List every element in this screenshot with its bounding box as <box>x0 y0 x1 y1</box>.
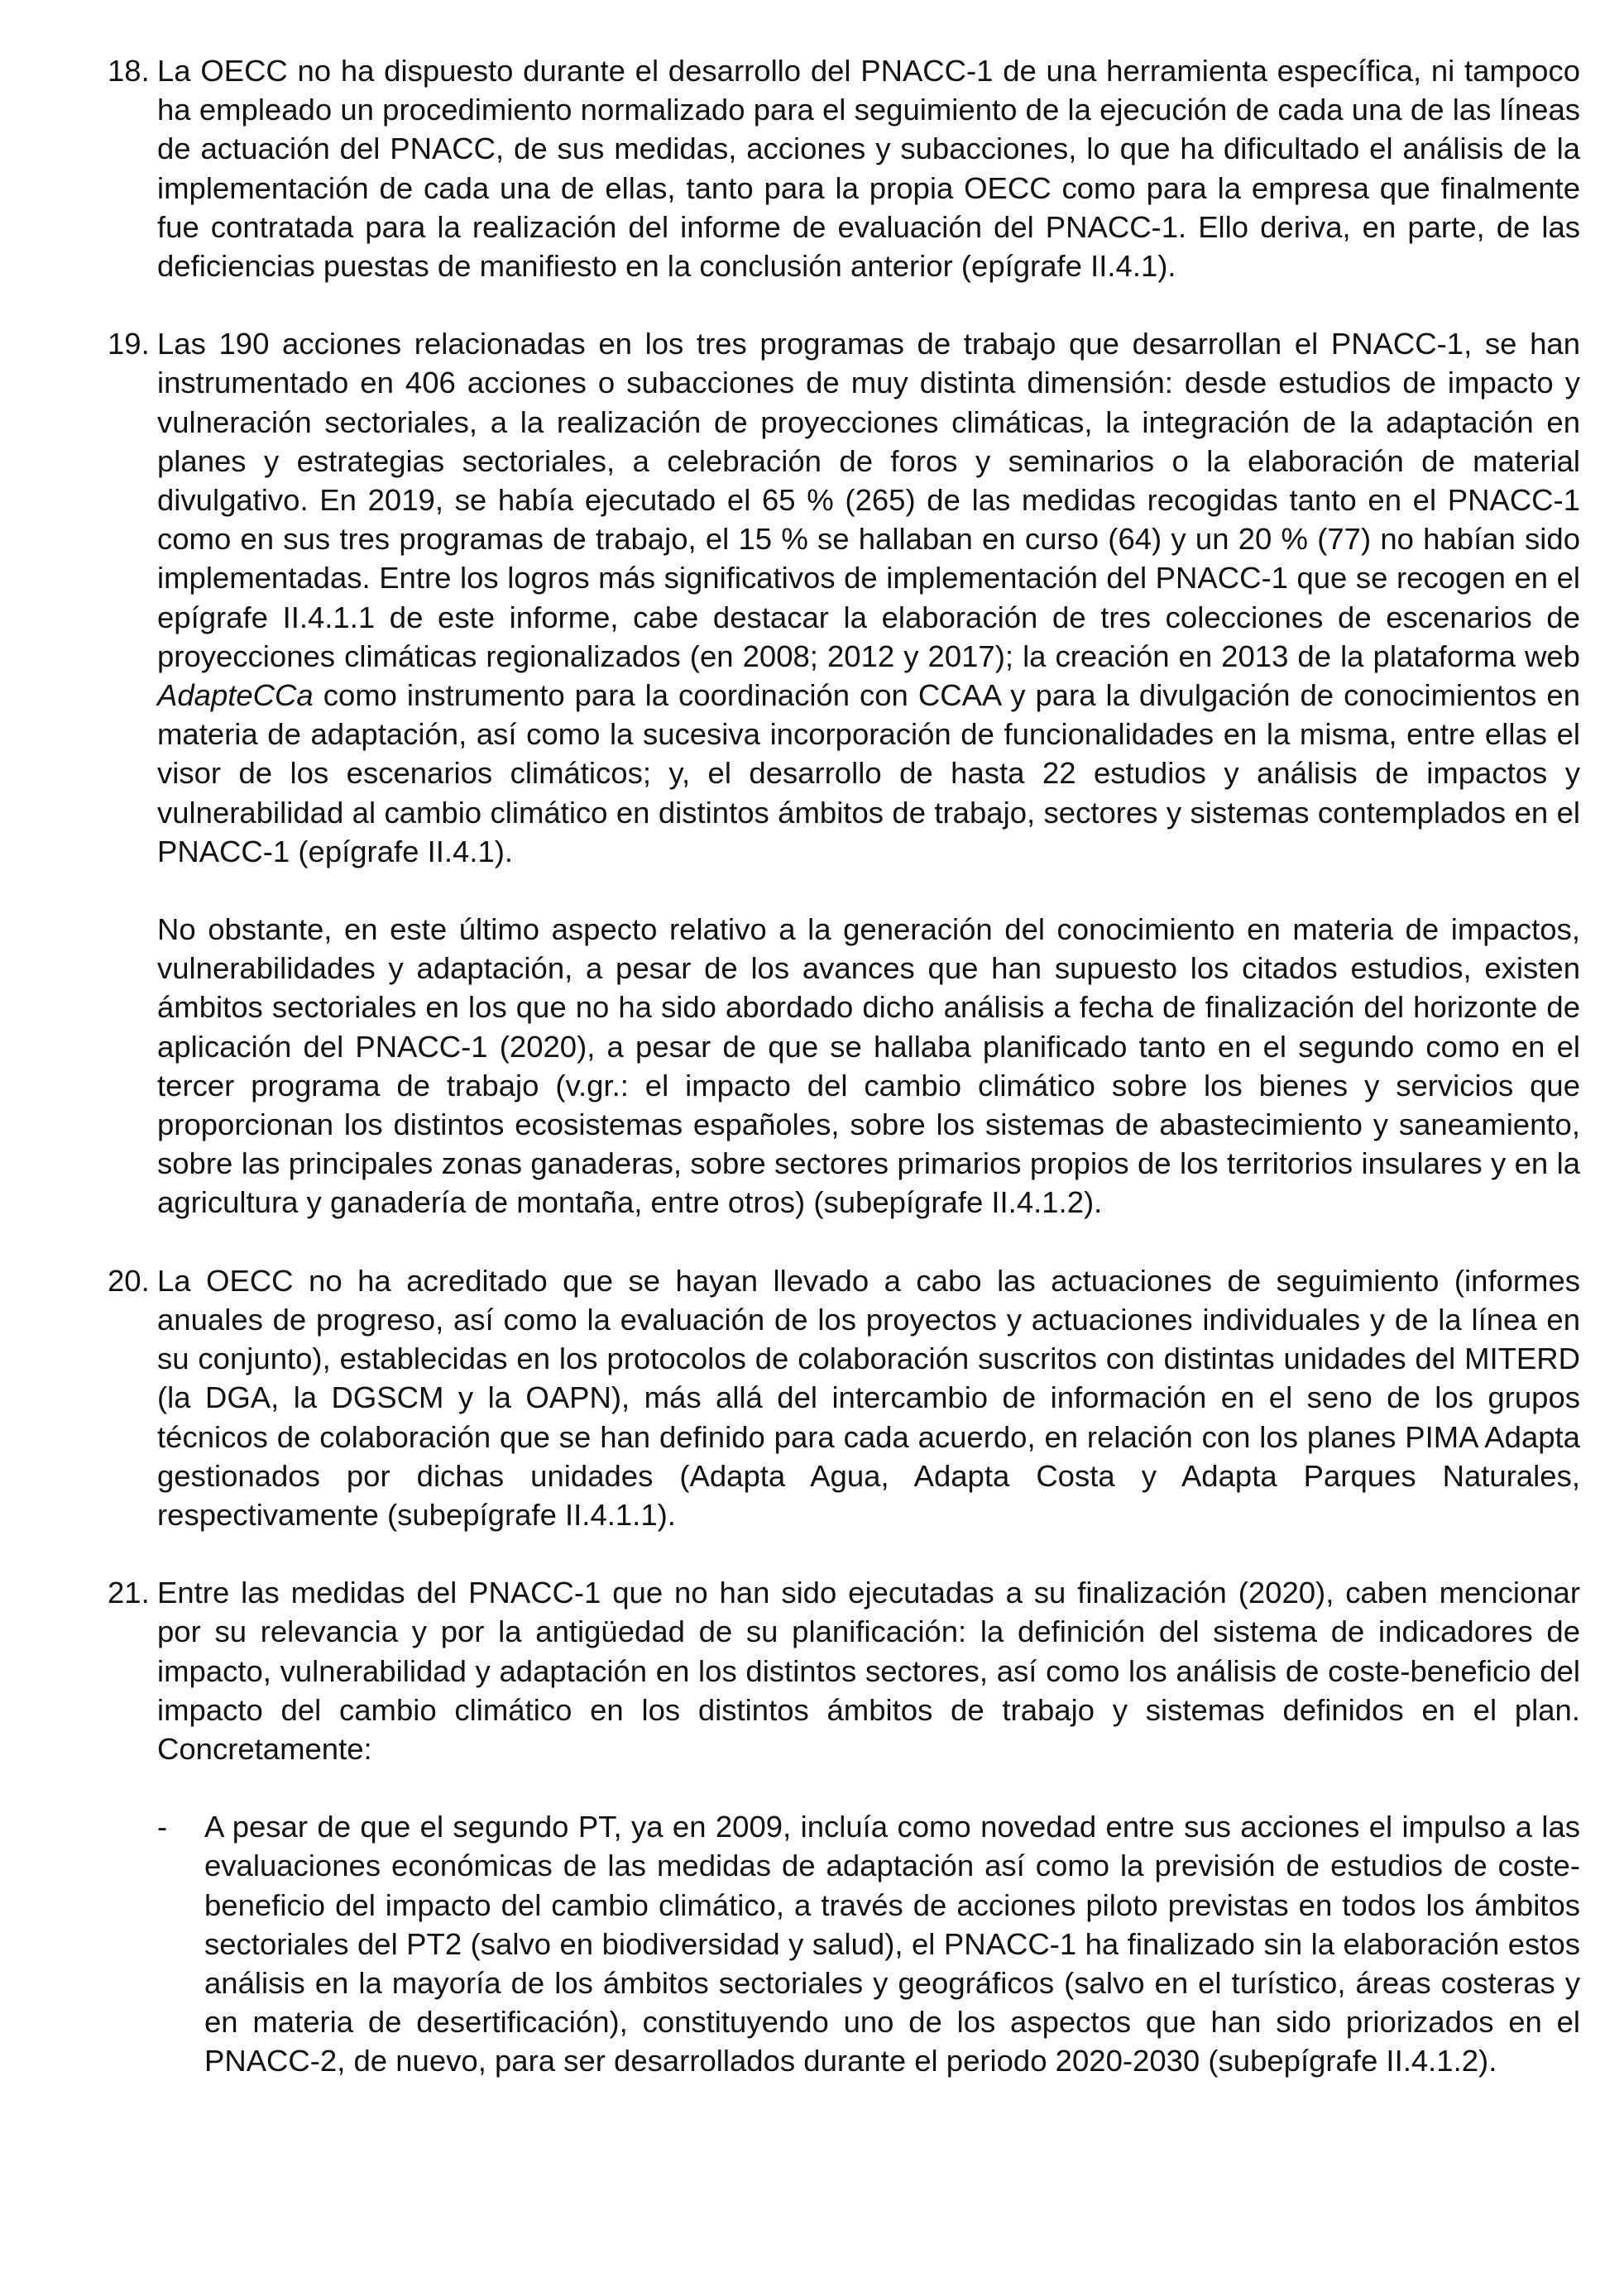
item-number: 18. <box>108 54 150 88</box>
bullet-text: A pesar de que el segundo PT, ya en 2009, incluía como novedad entre sus acciones el impulso a las evaluaciones económicas de las medidas de adaptación así como la previsión de estudios de coste-beneficio del impacto del cambio climático, a través de acciones piloto previstas en todos los ámbitos sectoriales del PT2 (salvo en biodiversidad y salud), el PNACC-1 ha finalizado sin la elaboración estos análisis en la mayoría de los ámbitos sectoriales y geográficos (salvo en el turístico, áreas costeras y en materia de desertificación), constituyendo uno de los aspectos que han sido priorizados en el PNACC-2, de nuevo, para ser desarrollados durante el periodo 2020-2030 (subepígrafe II.4.1.2). <box>204 1810 1580 2078</box>
item-number: 20. <box>108 1263 150 1298</box>
paragraph-text: Las 190 acciones relacionadas en los tres programas de trabajo que desarrollan el PNACC-1, se han instrumentado en 406 acciones o subacciones de muy distinta dimensión: desde estudios de impacto y vulneración sectoriales, a la realización de proyecciones climáticas, la integración de la adaptación en planes y estrategias sectoriales, a celebración de foros y seminarios o la elaboración de material divulgativo. En 2019, se había ejecutado el 65 % (265) de las medidas recogidas tanto en el PNACC-1 como en sus tres programas de trabajo, el 15 % se hallaban en curso (64) y un 20 % (77) no habían sido implementadas. Entre los logros más significativos de implementación del PNACC-1 que se recogen en el epígrafe II.4.1.1 de este informe, cabe destacar la elaboración de tres colecciones de escenarios de proyecciones climáticas regionalizados (en 2008; 2012 y 2017); la creación en 2013 de la plataforma web <box>157 327 1580 673</box>
conclusion-item-20 <box>108 1261 1580 1534</box>
conclusion-item-19 <box>108 324 1580 1222</box>
item-paragraph <box>157 324 1580 871</box>
item-paragraph: La OECC no ha acreditado que se hayan llevado a cabo las actuaciones de seguimiento (informes anuales de progreso, así como la evaluación de los proyectos y actuaciones individuales y de la línea en su conjunto), establecidas en los protocolos de colaboración suscritos con distintas unidades del MITERD (la DGA, la DGSCM y la OAPN), más allá del intercambio de información en el seno de los grupos técnicos de colaboración que se han definido para cada acuerdo, en relación con los planes PIMA Adapta gestionados por dichas unidades (Adapta Agua, Adapta Costa y Adapta Parques Naturales, respectivamente (subepígrafe II.4.1.1). <box>157 1263 1580 1532</box>
conclusion-item-18 <box>108 51 1580 285</box>
conclusion-item-21 <box>108 1573 1580 2080</box>
paragraph-text: como instrumento para la coordinación con CCAA y para la divulgación de conocimientos en materia de adaptación, así como la sucesiva incorporación de funcionalidades en la misma, entre ellas el visor de los escenarios climáticos; y, el desarrollo de hasta 22 estudios y análisis de impactos y vulnerabilidad al cambio climático en distintos ámbitos de trabajo, sectores y sistemas contemplados en el PNACC-1 (epígrafe II.4.1). <box>157 678 1580 868</box>
bullet-item <box>157 1807 1580 2080</box>
item-paragraph: La OECC no ha dispuesto durante el desarrollo del PNACC-1 de una herramienta específica, ni tampoco ha empleado un procedimiento normalizado para el seguimiento de la ejecución de cada una de las líneas de actuación del PNACC, de sus medidas, acciones y subacciones, lo que ha dificultado el análisis de la implementación de cada una de ellas, tanto para la propia OECC como para la empresa que finalmente fue contratada para la realización del informe de evaluación del PNACC-1. Ello deriva, en parte, de las deficiencias puestas de manifiesto en la conclusión anterior (epígrafe II.4.1). <box>157 54 1580 284</box>
item-number: 21. <box>108 1576 150 1610</box>
item-number: 19. <box>108 327 150 361</box>
item-paragraph: No obstante, en este último aspecto relativo a la generación del conocimiento en materia de impactos, vulnerabilidades y adaptación, a pesar de los avances que han supuesto los citados estudios, existen ámbitos sectoriales en los que no ha sido abordado dicho análisis a fecha de finalización del horizonte de aplicación del PNACC-1 (2020), a pesar de que se hallaba planificado tanto en el segundo como en el tercer programa de trabajo (v.gr.: el impacto del cambio climático sobre los bienes y servicios que proporcionan los distintos ecosistemas españoles, sobre los sistemas de abastecimiento y saneamiento, sobre las principales zonas ganaderas, sobre sectores primarios propios de los territorios insulares y en la agricultura y ganadería de montaña, entre otros) (subepígrafe II.4.1.2). <box>157 912 1580 1220</box>
item-paragraph: Entre las medidas del PNACC-1 que no han sido ejecutadas a su finalización (2020), caben mencionar por su relevancia y por la antigüedad de su planificación: la definición del sistema de indicadores de impacto, vulnerabilidad y adaptación en los distintos sectores, así como los análisis de coste-beneficio del impacto del cambio climático en los distintos ámbitos de trabajo y sistemas definidos en el plan. Concretamente: <box>157 1576 1580 1766</box>
document-page <box>108 51 1580 2120</box>
bullet-marker: - <box>157 1810 168 1844</box>
platform-name: AdapteCCa <box>157 678 314 713</box>
